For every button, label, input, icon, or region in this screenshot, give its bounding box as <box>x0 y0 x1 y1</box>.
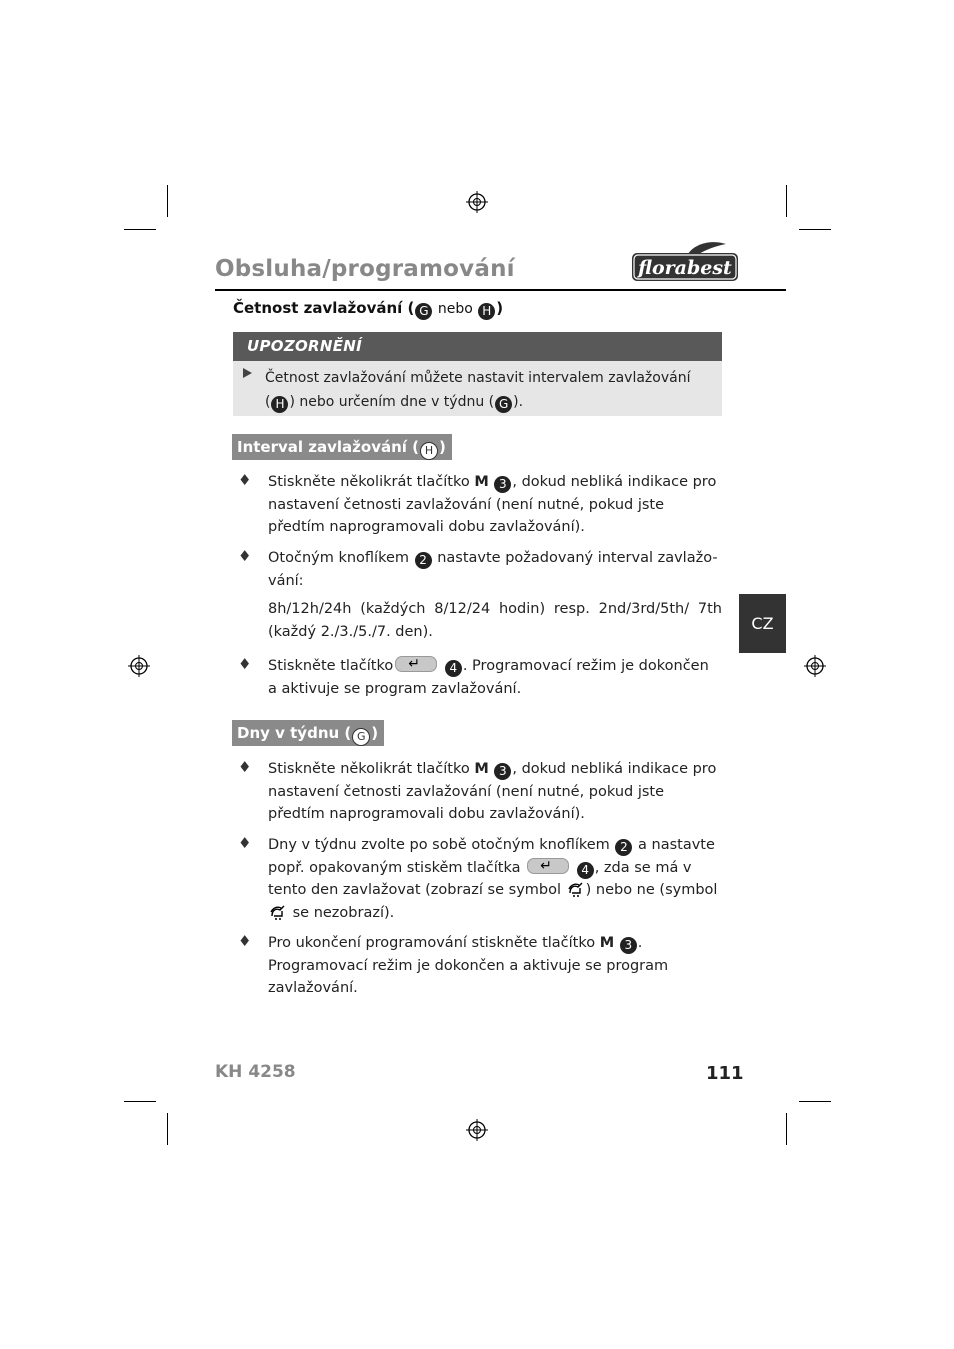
crop-mark <box>167 185 168 217</box>
step-text: . Programovací režim je dokončen a aktivuje se program zavlažování. <box>268 935 669 996</box>
crop-mark <box>167 1113 168 1145</box>
crop-mark <box>786 1113 787 1145</box>
crop-mark <box>786 185 787 217</box>
step-text: Pro ukončení programování stiskněte tlačítko <box>268 935 600 951</box>
number-marker: 4 <box>445 660 462 677</box>
step-text: Otočným knoflíkem <box>268 550 414 566</box>
crop-mark <box>124 229 156 230</box>
heading-text: Dny v týdnu ( <box>237 724 352 742</box>
button-m-label: M <box>599 935 615 951</box>
enter-button-icon <box>395 656 437 672</box>
marker-g: G <box>415 303 432 320</box>
number-marker: 2 <box>615 839 632 856</box>
marker-h: H <box>420 442 438 460</box>
registration-mark-icon <box>804 655 826 677</box>
interval-step-2 <box>268 547 722 592</box>
step-text: . Programovací režim je dokončen a aktivuje se program zavlažování. <box>268 658 709 697</box>
weekdays-step-3 <box>268 932 722 1000</box>
step-text: se nezobrazí). <box>292 904 395 921</box>
button-m-label: M <box>474 474 489 490</box>
number-marker: 3 <box>620 937 637 954</box>
notice-line: ( <box>265 394 271 410</box>
registration-mark-icon <box>466 1119 488 1141</box>
marker-h: H <box>478 303 495 320</box>
notice-header <box>233 332 722 361</box>
notice-title: UPOZORNĚNÍ <box>247 337 363 355</box>
bullet-icon: ♦ <box>238 932 252 950</box>
interval-step-3 <box>268 655 722 700</box>
heading-text: Četnost zavlažování ( <box>233 299 415 317</box>
weekdays-heading <box>232 720 384 746</box>
step-text: , zda se má v tento den zavlažovat (zobrazí se symbol <box>268 859 692 898</box>
header-rule <box>215 289 786 291</box>
crop-mark <box>799 229 831 230</box>
interval-values: 8h/12h/24h (každých 8/12/24 hodin) resp. 2nd/3rd/5th/ 7th (každý 2./3./5./7. den). <box>268 601 722 640</box>
bullet-icon: ♦ <box>238 758 252 776</box>
marker-h: H <box>271 396 288 413</box>
arrow-icon <box>243 368 252 378</box>
crop-mark <box>124 1101 156 1102</box>
enter-button-icon <box>527 858 569 874</box>
bullet-icon: ♦ <box>238 834 252 852</box>
bullet-icon: ♦ <box>238 547 252 565</box>
heading-text: ) <box>439 438 446 456</box>
number-marker: 3 <box>494 763 511 780</box>
svg-text:florabest: florabest <box>638 257 732 279</box>
step-text: Stiskněte několikrát tlačítko <box>268 761 475 777</box>
notice-line: ) nebo určením dne v týdnu ( <box>289 394 495 410</box>
weekdays-step-1 <box>268 758 722 826</box>
watering-can-icon <box>268 902 288 922</box>
notice-body <box>233 361 722 416</box>
florabest-logo <box>630 240 740 284</box>
step-text: ) nebo ne (symbol <box>585 882 718 898</box>
registration-mark-icon <box>128 655 150 677</box>
step-text: , dokud nebliká indikace pro nastavení četnosti zavlažování (není nutné, pokud jste předtím naprogramovali dobu zavlažování). <box>268 761 717 822</box>
notice-line: ). <box>513 394 524 410</box>
step-text: Stiskněte několikrát tlačítko <box>268 474 475 490</box>
step-text: a nastavte popř. opakovaným stiskěm tlačítka <box>268 837 715 876</box>
marker-g: G <box>495 396 512 413</box>
step-text: , dokud nebliká indikace pro nastavení četnosti zavlažování (není nutné, pokud jste předtím naprogramovali dobu zavlažování). <box>268 474 717 535</box>
number-marker: 4 <box>577 862 594 879</box>
step-text: Stiskněte tlačítko <box>268 658 394 674</box>
interval-heading <box>232 434 452 460</box>
registration-mark-icon <box>466 191 488 213</box>
heading-text: nebo <box>433 301 478 317</box>
button-m-label: M <box>474 761 489 777</box>
heading-text: ) <box>371 724 379 742</box>
page-title: Obsluha/programování <box>215 256 515 282</box>
language-tab: CZ <box>739 594 786 653</box>
notice-text <box>265 366 715 414</box>
notice-line: Četnost zavlažování můžete nastavit intervalem zavlažování <box>265 370 691 386</box>
marker-g: G <box>352 728 370 746</box>
step-text: nastavte požadovaný interval zavlažo-vání: <box>268 550 718 589</box>
weekdays-step-2 <box>268 834 722 924</box>
heading-text: ) <box>496 299 504 317</box>
number-marker: 2 <box>415 552 432 569</box>
model-number: KH 4258 <box>215 1062 296 1082</box>
watering-can-icon <box>566 879 586 899</box>
interval-step-1 <box>268 471 722 539</box>
page-number: 111 <box>706 1063 744 1084</box>
step-text: Dny v týdnu zvolte po sobě otočným knoflíkem <box>268 837 615 853</box>
bullet-icon: ♦ <box>238 655 252 673</box>
bullet-icon: ♦ <box>238 471 252 489</box>
crop-mark <box>799 1101 831 1102</box>
number-marker: 3 <box>494 476 511 493</box>
frequency-heading <box>233 299 503 320</box>
heading-text: Interval zavlažování ( <box>237 438 419 456</box>
